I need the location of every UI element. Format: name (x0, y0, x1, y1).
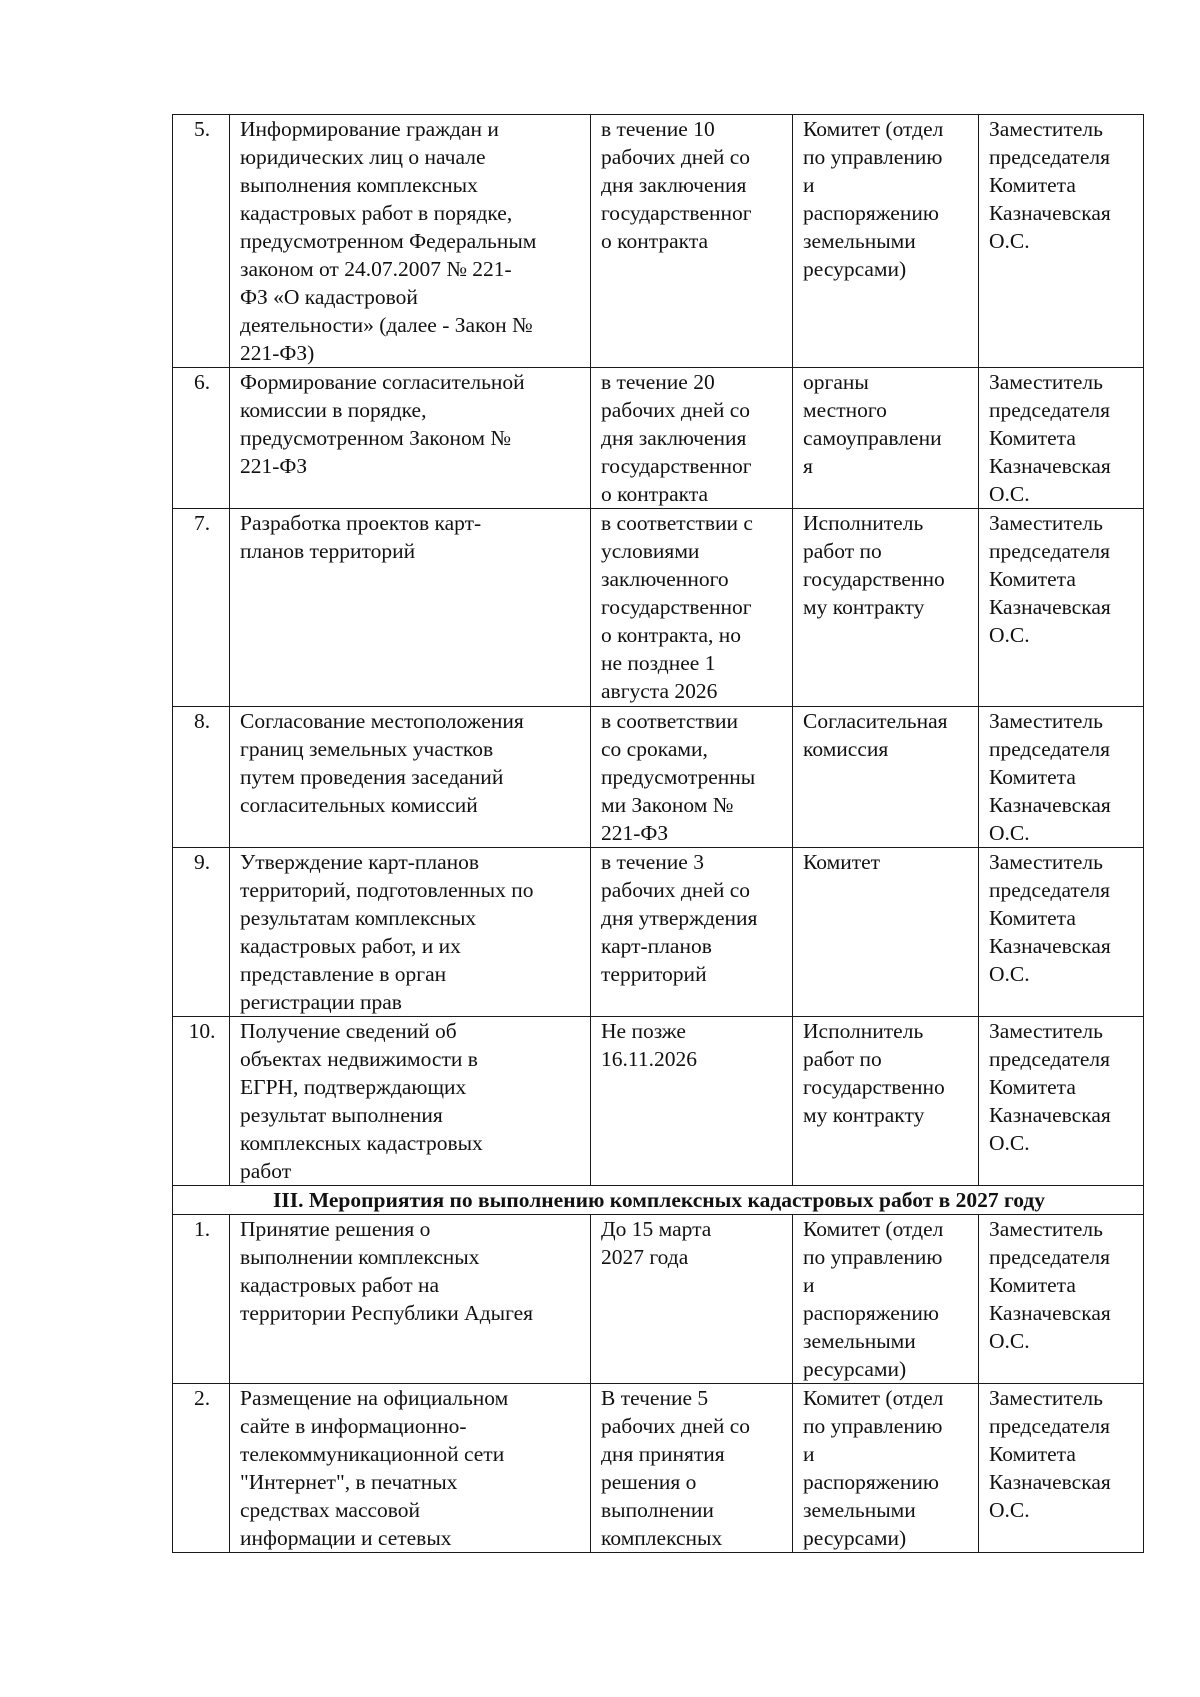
executor-cell: Комитет (отдел по управлению и распоряжению земельными ресурсами) (793, 1215, 979, 1384)
deadline-cell: в соответствии с условиями заключенного государственног о контракта, но не позднее 1 августа 2026 (591, 509, 793, 707)
row-number: 8. (173, 707, 230, 848)
row-number: 1. (173, 1215, 230, 1384)
executor-cell: Комитет (отдел по управлению и распоряжению земельными ресурсами) (793, 1384, 979, 1553)
action-cell: Принятие решения о выполнении комплексных кадастровых работ на территории Республики Адыгея (230, 1215, 591, 1384)
responsible-cell: Заместитель председателя Комитета Казначевская О.С. (979, 848, 1144, 1017)
executor-cell: Комитет (793, 848, 979, 1017)
action-cell: Согласование местоположения границ земельных участков путем проведения заседаний согласительных комиссий (230, 707, 591, 848)
deadline-cell: в течение 20 рабочих дней со дня заключения государственног о контракта (591, 368, 793, 509)
responsible-cell: Заместитель председателя Комитета Казначевская О.С. (979, 115, 1144, 368)
deadline-cell: До 15 марта 2027 года (591, 1215, 793, 1384)
row-number: 2. (173, 1384, 230, 1553)
table-row (173, 115, 1144, 368)
deadline-cell: В течение 5 рабочих дней со дня принятия решения о выполнении комплексных (591, 1384, 793, 1553)
executor-cell: Комитет (отдел по управлению и распоряжению земельными ресурсами) (793, 115, 979, 368)
responsible-cell: Заместитель председателя Комитета Казначевская О.С. (979, 509, 1144, 707)
row-number: 5. (173, 115, 230, 368)
activities-table (172, 114, 1144, 1553)
section-heading: III. Мероприятия по выполнению комплексных кадастровых работ в 2027 году (173, 1186, 1144, 1215)
action-cell: Получение сведений об объектах недвижимости в ЕГРН, подтверждающих результат выполнения комплексных кадастровых работ (230, 1017, 591, 1186)
row-number: 9. (173, 848, 230, 1017)
responsible-cell: Заместитель председателя Комитета Казначевская О.С. (979, 1017, 1144, 1186)
row-number: 7. (173, 509, 230, 707)
table-row (173, 1017, 1144, 1186)
table-row (173, 848, 1144, 1017)
responsible-cell: Заместитель председателя Комитета Казначевская О.С. (979, 1215, 1144, 1384)
responsible-cell: Заместитель председателя Комитета Казначевская О.С. (979, 1384, 1144, 1553)
section-row (173, 1186, 1144, 1215)
deadline-cell: в течение 3 рабочих дней со дня утверждения карт-планов территорий (591, 848, 793, 1017)
row-number: 6. (173, 368, 230, 509)
responsible-cell: Заместитель председателя Комитета Казначевская О.С. (979, 707, 1144, 848)
executor-cell: Согласительная комиссия (793, 707, 979, 848)
document-page (172, 114, 1143, 1553)
executor-cell: Исполнитель работ по государственно му контракту (793, 1017, 979, 1186)
action-cell: Информирование граждан и юридических лиц о начале выполнения комплексных кадастровых работ в порядке, предусмотренном Федеральным законом от 24.07.2007 № 221- ФЗ «О кадастровой деятельности» (далее - Закон № 221-ФЗ) (230, 115, 591, 368)
table-row (173, 509, 1144, 707)
executor-cell: Исполнитель работ по государственно му контракту (793, 509, 979, 707)
executor-cell: органы местного самоуправлени я (793, 368, 979, 509)
action-cell: Утверждение карт-планов территорий, подготовленных по результатам комплексных кадастровых работ, и их представление в орган регистрации прав (230, 848, 591, 1017)
action-cell: Размещение на официальном сайте в информационно- телекоммуникационной сети "Интернет", в печатных средствах массовой информации и сетевых (230, 1384, 591, 1553)
deadline-cell: в соответствии со сроками, предусмотренны ми Законом № 221-ФЗ (591, 707, 793, 848)
table-row (173, 1215, 1144, 1384)
table-row (173, 368, 1144, 509)
table-row (173, 1384, 1144, 1553)
deadline-cell: в течение 10 рабочих дней со дня заключения государственног о контракта (591, 115, 793, 368)
table-body (173, 115, 1144, 1553)
responsible-cell: Заместитель председателя Комитета Казначевская О.С. (979, 368, 1144, 509)
action-cell: Разработка проектов карт- планов территорий (230, 509, 591, 707)
row-number: 10. (173, 1017, 230, 1186)
table-row (173, 707, 1144, 848)
deadline-cell: Не позже 16.11.2026 (591, 1017, 793, 1186)
action-cell: Формирование согласительной комиссии в порядке, предусмотренном Законом № 221-ФЗ (230, 368, 591, 509)
